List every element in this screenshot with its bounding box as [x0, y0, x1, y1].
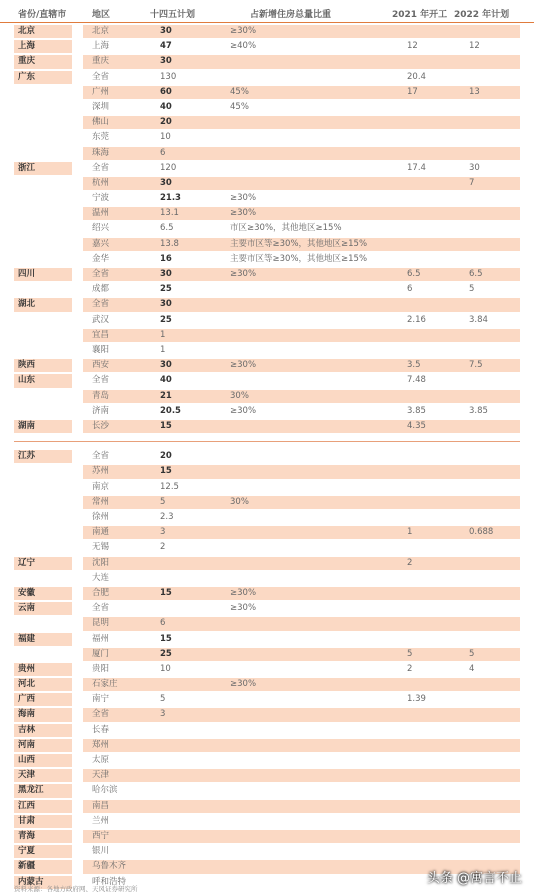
plan-cell: 20: [160, 451, 172, 462]
region-cell: 厦门: [92, 648, 110, 659]
ratio-cell: 45%: [230, 101, 249, 112]
ratio-cell: ≥30%: [230, 603, 257, 614]
region-cell: 全省: [92, 709, 110, 720]
region-cell: 常州: [92, 496, 110, 507]
y2022-cell: 3.85: [469, 405, 488, 416]
header-province: 省份/直辖市: [18, 10, 67, 20]
region-cell: 武汉: [92, 314, 110, 325]
province-cell: 天津: [18, 770, 36, 781]
ratio-cell: ≥40%: [230, 41, 257, 52]
plan-cell: 30: [160, 56, 172, 67]
table-row: [0, 237, 534, 252]
y2022-cell: 0.688: [469, 527, 494, 538]
region-cell: 西安: [92, 360, 110, 371]
plan-cell: 30: [160, 177, 172, 188]
table-row: [0, 313, 534, 328]
region-cell: 长春: [92, 724, 110, 735]
row-shading: [83, 769, 520, 782]
plan-cell: 21.3: [160, 193, 181, 204]
y2022-cell: 7: [469, 177, 475, 188]
region-cell: 宁波: [92, 193, 110, 204]
region-cell: 南宁: [92, 694, 110, 705]
table-row: [0, 464, 534, 479]
row-shading: [83, 496, 520, 509]
table-row: [0, 844, 534, 859]
table-row: [0, 297, 534, 312]
province-cell: 云南: [18, 603, 36, 614]
y2021-cell: 17: [407, 86, 418, 97]
region-cell: 全省: [92, 299, 110, 310]
region-cell: 广州: [92, 86, 110, 97]
header-ratio: 占新增住房总量比重: [250, 10, 332, 20]
plan-cell: 10: [160, 132, 171, 143]
plan-cell: 25: [160, 284, 172, 295]
region-cell: 绍兴: [92, 223, 110, 234]
table-body: [0, 24, 534, 890]
plan-cell: 3: [160, 527, 166, 538]
ratio-cell: ≥30%: [230, 208, 257, 219]
region-cell: 佛山: [92, 117, 110, 128]
ratio-cell: 主要市区等≥30%，其他地区≥15%: [230, 253, 368, 264]
region-cell: 东莞: [92, 132, 110, 143]
row-shading: [83, 268, 520, 281]
row-shading: [83, 207, 520, 220]
header-region: 地区: [92, 10, 111, 20]
plan-cell: 40: [160, 101, 172, 112]
province-cell: 新疆: [18, 861, 36, 872]
province-cell: 福建: [18, 633, 36, 644]
province-cell: 内蒙古: [18, 876, 44, 887]
region-cell: 太原: [92, 755, 110, 765]
ratio-cell: ≥30%: [230, 269, 257, 279]
plan-cell: 6: [160, 618, 166, 629]
province-cell: 吉林: [18, 724, 36, 735]
plan-cell: 25: [160, 648, 172, 659]
row-shading: [83, 329, 520, 342]
region-cell: 北京: [92, 26, 110, 36]
region-cell: 郑州: [92, 739, 110, 750]
row-shading: [83, 420, 520, 433]
region-cell: 南昌: [92, 800, 110, 811]
ratio-cell: 30%: [230, 496, 249, 507]
plan-cell: 20.5: [160, 405, 181, 416]
table-row: [0, 601, 534, 616]
region-cell: 全省: [92, 603, 110, 614]
table-row: [0, 130, 534, 145]
region-cell: 乌鲁木齐: [92, 861, 127, 872]
y2021-cell: 7.48: [407, 375, 426, 386]
plan-cell: 13.8: [160, 238, 179, 249]
table-row: [0, 221, 534, 236]
region-cell: 银川: [92, 846, 110, 857]
section-divider: [14, 441, 520, 442]
ratio-cell: 主要市区等≥30%，其他地区≥15%: [230, 238, 368, 249]
row-shading: [83, 648, 520, 661]
row-shading: [83, 830, 520, 843]
row-shading: [83, 708, 520, 721]
region-cell: 成都: [92, 284, 110, 295]
table-row: [0, 829, 534, 844]
y2021-cell: 4.35: [407, 420, 426, 431]
table-row: [0, 540, 534, 555]
province-cell: 海南: [18, 709, 36, 720]
row-shading: [83, 557, 520, 570]
province-cell: 宁夏: [18, 846, 36, 857]
province-cell: 北京: [18, 26, 36, 36]
table-row: [0, 632, 534, 647]
plan-cell: 130: [160, 71, 177, 82]
table-row: [0, 70, 534, 85]
plan-cell: 47: [160, 41, 172, 52]
table-row: [0, 707, 534, 722]
y2022-cell: 13: [469, 86, 480, 97]
header-2022: 2022 年计划: [454, 10, 510, 20]
y2022-cell: 6.5: [469, 269, 483, 279]
plan-cell: 15: [160, 466, 172, 477]
watermark: 头条 @寓言不止: [426, 871, 522, 886]
province-cell: 湖北: [18, 299, 36, 310]
region-cell: 珠海: [92, 147, 110, 158]
province-cell: 山西: [18, 755, 36, 765]
ratio-cell: ≥30%: [230, 26, 257, 36]
table-row: [0, 358, 534, 373]
table-row: [0, 404, 534, 419]
province-cell: 陕西: [18, 360, 36, 371]
row-shading: [83, 177, 520, 190]
province-cell: 河南: [18, 739, 36, 750]
ratio-cell: ≥30%: [230, 193, 257, 204]
region-cell: 全省: [92, 375, 110, 386]
province-cell: 浙江: [18, 162, 36, 173]
table-row: [0, 100, 534, 115]
y2022-cell: 4: [469, 663, 475, 674]
province-cell: 河北: [18, 679, 36, 690]
table-row: [0, 176, 534, 191]
row-shading: [83, 55, 520, 68]
table-row: [0, 191, 534, 206]
table-row: [0, 480, 534, 495]
table-row: [0, 753, 534, 768]
plan-cell: 15: [160, 633, 172, 644]
region-cell: 南通: [92, 527, 110, 538]
row-shading: [83, 465, 520, 478]
region-cell: 呼和浩特: [92, 876, 127, 887]
region-cell: 上海: [92, 41, 110, 52]
province-cell: 江苏: [18, 451, 36, 462]
table-row: [0, 510, 534, 525]
table-row: [0, 282, 534, 297]
ratio-cell: ≥30%: [230, 679, 257, 690]
plan-cell: 25: [160, 314, 172, 325]
table-row: [0, 373, 534, 388]
ratio-cell: ≥30%: [230, 587, 257, 598]
y2021-cell: 1.39: [407, 694, 426, 705]
table-row: [0, 783, 534, 798]
row-shading: [83, 298, 520, 311]
plan-cell: 13.1: [160, 208, 179, 219]
table-row: [0, 252, 534, 267]
table-row: [0, 738, 534, 753]
y2021-cell: 6: [407, 284, 413, 295]
region-cell: 无锡: [92, 542, 110, 553]
y2021-cell: 5: [407, 648, 413, 659]
region-cell: 沈阳: [92, 557, 110, 568]
province-cell: 上海: [18, 41, 36, 52]
region-cell: 青岛: [92, 390, 110, 401]
region-cell: 襄阳: [92, 344, 110, 355]
region-cell: 嘉兴: [92, 238, 110, 249]
table-row: [0, 616, 534, 631]
province-cell: 湖南: [18, 420, 36, 431]
y2021-cell: 2: [407, 663, 413, 674]
region-cell: 福州: [92, 633, 110, 644]
header-2021: 2021 年开工: [392, 10, 448, 20]
region-cell: 济南: [92, 405, 110, 416]
header-rule: [0, 22, 534, 23]
region-cell: 金华: [92, 253, 110, 264]
region-cell: 昆明: [92, 618, 110, 629]
y2022-cell: 5: [469, 648, 475, 659]
table-row: [0, 161, 534, 176]
y2021-cell: 2: [407, 557, 413, 568]
table-row: [0, 389, 534, 404]
region-cell: 兰州: [92, 815, 110, 826]
row-shading: [83, 587, 520, 600]
plan-cell: 16: [160, 253, 172, 264]
row-shading: [83, 86, 520, 99]
table-row: [0, 343, 534, 358]
region-cell: 徐州: [92, 512, 110, 522]
province-cell: 重庆: [18, 56, 36, 67]
ratio-cell: ≥30%: [230, 360, 257, 371]
table-row: [0, 39, 534, 54]
source-note: 资料来源：各地方政府网、天风证券研究所: [14, 885, 138, 893]
plan-cell: 30: [160, 360, 172, 371]
y2021-cell: 1: [407, 527, 413, 538]
y2021-cell: 2.16: [407, 314, 426, 325]
table-row: [0, 677, 534, 692]
region-cell: 西宁: [92, 830, 110, 841]
province-cell: 山东: [18, 375, 36, 386]
plan-cell: 6.5: [160, 223, 174, 234]
table-row: [0, 692, 534, 707]
y2022-cell: 7.5: [469, 360, 483, 371]
y2022-cell: 3.84: [469, 314, 488, 325]
y2021-cell: 12: [407, 41, 418, 52]
plan-cell: 5: [160, 694, 166, 705]
province-cell: 黑龙江: [18, 785, 44, 796]
region-cell: 深圳: [92, 101, 110, 112]
table-row: [0, 556, 534, 571]
table-row: [0, 571, 534, 586]
plan-cell: 1: [160, 329, 166, 340]
plan-cell: 15: [160, 420, 172, 431]
region-cell: 南京: [92, 481, 110, 492]
province-cell: 青海: [18, 830, 36, 841]
row-shading: [83, 739, 520, 752]
ratio-cell: 45%: [230, 86, 249, 97]
row-shading: [83, 116, 520, 129]
ratio-cell: 市区≥30%，其他地区≥15%: [230, 223, 342, 234]
table-row: [0, 768, 534, 783]
plan-cell: 10: [160, 663, 171, 674]
province-cell: 广东: [18, 71, 36, 82]
table-row: [0, 525, 534, 540]
table-row: [0, 662, 534, 677]
table-row: [0, 115, 534, 130]
region-cell: 石家庄: [92, 679, 118, 690]
table-row: [0, 85, 534, 100]
plan-cell: 2: [160, 542, 166, 553]
row-shading: [83, 800, 520, 813]
table-row: [0, 146, 534, 161]
region-cell: 温州: [92, 208, 110, 219]
province-cell: 辽宁: [18, 557, 36, 568]
region-cell: 全省: [92, 269, 110, 279]
province-cell: 安徽: [18, 587, 36, 598]
plan-cell: 30: [160, 26, 172, 36]
region-cell: 长沙: [92, 420, 110, 431]
plan-cell: 3: [160, 709, 166, 720]
table-row: [0, 723, 534, 738]
plan-cell: 15: [160, 587, 172, 598]
plan-cell: 40: [160, 375, 172, 386]
y2021-cell: 3.85: [407, 405, 426, 416]
province-cell: 贵州: [18, 663, 36, 674]
row-shading: [83, 147, 520, 160]
y2022-cell: 30: [469, 162, 480, 173]
plan-cell: 6: [160, 147, 166, 158]
table-row: [0, 419, 534, 434]
table-row: [0, 449, 534, 464]
province-cell: 甘肃: [18, 815, 36, 826]
plan-cell: 120: [160, 162, 177, 173]
table-row: [0, 267, 534, 282]
region-cell: 全省: [92, 451, 110, 462]
y2022-cell: 5: [469, 284, 475, 295]
region-cell: 重庆: [92, 56, 110, 67]
region-cell: 合肥: [92, 587, 110, 598]
plan-cell: 20: [160, 117, 172, 128]
row-shading: [83, 617, 520, 630]
ratio-cell: ≥30%: [230, 405, 257, 416]
region-cell: 全省: [92, 71, 110, 82]
plan-cell: 30: [160, 269, 172, 279]
row-shading: [83, 390, 520, 403]
region-cell: 宜昌: [92, 329, 110, 340]
region-cell: 大连: [92, 572, 110, 583]
region-cell: 哈尔滨: [92, 785, 118, 796]
table-row: [0, 24, 534, 39]
table-row: [0, 586, 534, 601]
province-cell: 广西: [18, 694, 36, 705]
table-row: [0, 647, 534, 662]
table-row: [0, 799, 534, 814]
plan-cell: 1: [160, 344, 166, 355]
table-header: [0, 0, 534, 24]
region-cell: 杭州: [92, 177, 110, 188]
row-shading: [83, 526, 520, 539]
plan-cell: 21: [160, 390, 172, 401]
table-row: [0, 206, 534, 221]
y2022-cell: 12: [469, 41, 480, 52]
plan-cell: 5: [160, 496, 166, 507]
row-shading: [83, 25, 520, 38]
region-cell: 天津: [92, 770, 110, 781]
plan-cell: 12.5: [160, 481, 179, 492]
region-cell: 贵阳: [92, 663, 110, 674]
table-row: [0, 328, 534, 343]
table-row: [0, 495, 534, 510]
plan-cell: 2.3: [160, 512, 174, 522]
province-cell: 四川: [18, 269, 36, 279]
province-cell: 江西: [18, 800, 36, 811]
plan-cell: 30: [160, 299, 172, 310]
row-shading: [83, 678, 520, 691]
plan-cell: 60: [160, 86, 172, 97]
header-plan: 十四五计划: [150, 10, 196, 20]
table-row: [0, 54, 534, 69]
region-cell: 苏州: [92, 466, 110, 477]
y2021-cell: 3.5: [407, 360, 421, 371]
table-row: [0, 814, 534, 829]
row-shading: [83, 359, 520, 372]
ratio-cell: 30%: [230, 390, 249, 401]
region-cell: 全省: [92, 162, 110, 173]
y2021-cell: 6.5: [407, 269, 421, 279]
y2021-cell: 17.4: [407, 162, 426, 173]
y2021-cell: 20.4: [407, 71, 426, 82]
